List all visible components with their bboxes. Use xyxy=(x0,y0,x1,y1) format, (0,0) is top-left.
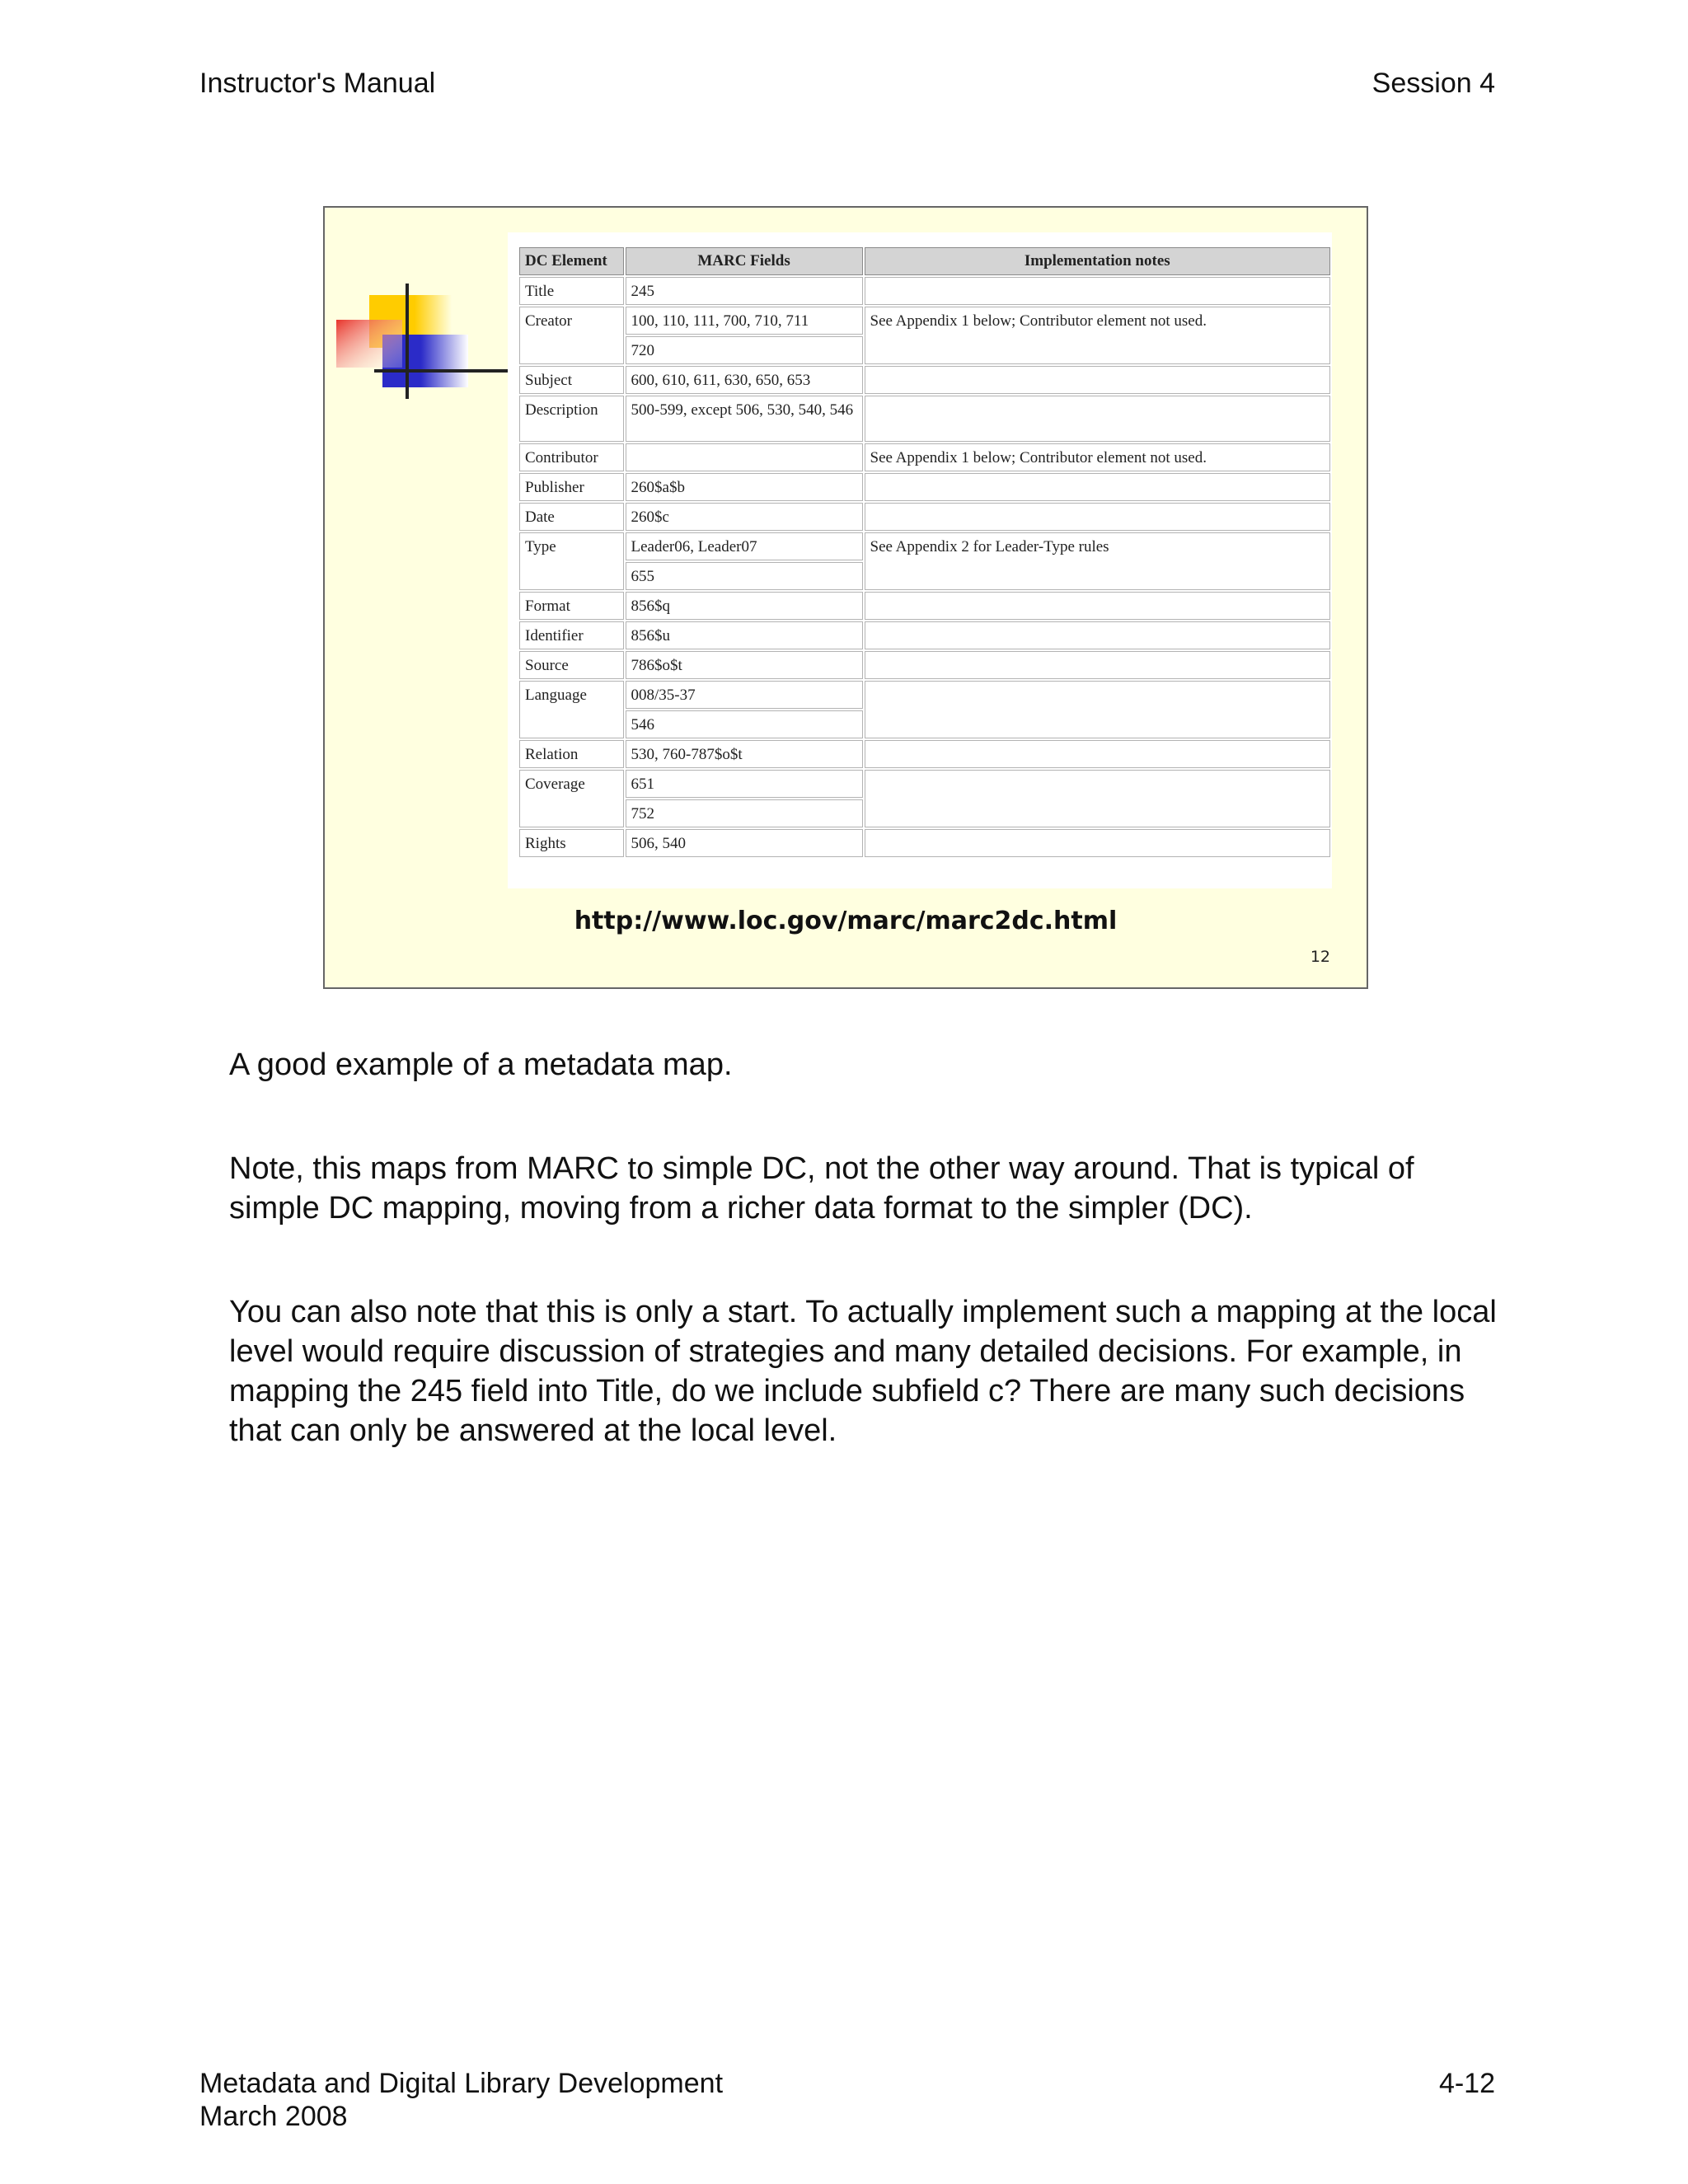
dc-element-cell: Publisher xyxy=(519,473,624,501)
paragraph: A good example of a metadata map. xyxy=(229,1047,733,1082)
marc-fields-cell: 245 xyxy=(626,277,863,305)
table-row xyxy=(519,503,1330,531)
column-header-implementation-notes: Implementation notes xyxy=(865,247,1330,275)
table-row xyxy=(519,592,1330,620)
notes-cell xyxy=(865,277,1330,305)
notes-cell xyxy=(865,473,1330,501)
marc-fields-cell: 008/35-37 xyxy=(626,681,863,709)
notes-cell xyxy=(865,366,1330,394)
slide-image xyxy=(323,206,1368,989)
dc-element-cell: Type xyxy=(519,532,624,590)
dc-element-cell: Format xyxy=(519,592,624,620)
header-session: Session 4 xyxy=(1372,68,1495,99)
footer-date: March 2008 xyxy=(199,2101,348,2132)
notes-cell xyxy=(865,770,1330,827)
notes-cell xyxy=(865,829,1330,857)
table-row xyxy=(519,740,1330,768)
marc-fields-cell: 720 xyxy=(626,336,863,364)
table-row xyxy=(519,396,1330,442)
column-header-marc-fields: MARC Fields xyxy=(626,247,863,275)
table-row xyxy=(519,443,1330,471)
table-row xyxy=(519,532,1330,560)
marc-dc-table-panel xyxy=(508,232,1332,888)
header-manual-title: Instructor's Manual xyxy=(199,68,436,99)
marc-fields-cell: 856$u xyxy=(626,621,863,649)
marc-fields-cell: 260$c xyxy=(626,503,863,531)
table-row xyxy=(519,473,1330,501)
notes-cell xyxy=(865,740,1330,768)
notes-cell xyxy=(865,592,1330,620)
table-header-row xyxy=(519,247,1330,275)
marc-fields-cell: 500-599, except 506, 530, 540, 546 xyxy=(626,396,863,442)
marc-fields-cell: 752 xyxy=(626,799,863,827)
notes-cell: See Appendix 2 for Leader-Type rules xyxy=(865,532,1330,590)
dc-element-cell: Title xyxy=(519,277,624,305)
marc-fields-cell: 260$a$b xyxy=(626,473,863,501)
marc-fields-cell: 546 xyxy=(626,710,863,738)
marc-fields-cell: 506, 540 xyxy=(626,829,863,857)
marc-fields-cell: 600, 610, 611, 630, 650, 653 xyxy=(626,366,863,394)
notes-cell: See Appendix 1 below; Contributor element not used. xyxy=(865,443,1330,471)
dc-element-cell: Subject xyxy=(519,366,624,394)
marc-to-dc-table xyxy=(518,246,1332,859)
marc-fields-cell: 530, 760-787$o$t xyxy=(626,740,863,768)
body-text xyxy=(229,1045,1498,1515)
footer-course-info xyxy=(199,2067,723,2133)
notes-cell xyxy=(865,503,1330,531)
paragraph: You can also note that this is only a start. To actually implement such a mapping at the local level would require discussion of strategies and many detailed decisions. For example, in mapping the 245 field into Title, do we include subfield c? There are many such decisions that can only be answered at the local level. xyxy=(229,1295,1497,1448)
table-row xyxy=(519,651,1330,679)
notes-cell xyxy=(865,396,1330,442)
dc-element-cell: Identifier xyxy=(519,621,624,649)
notes-cell: See Appendix 1 below; Contributor element not used. xyxy=(865,307,1330,364)
marc-fields-cell: 655 xyxy=(626,562,863,590)
slide-source-url: http://www.loc.gov/marc/marc2dc.html xyxy=(574,907,1118,935)
dc-element-cell: Source xyxy=(519,651,624,679)
footer-page-number: 4-12 xyxy=(1438,2068,1495,2099)
marc-fields-cell xyxy=(626,443,863,471)
table-row xyxy=(519,366,1330,394)
dc-element-cell: Contributor xyxy=(519,443,624,471)
table-row xyxy=(519,770,1330,798)
table-row xyxy=(519,277,1330,305)
notes-cell xyxy=(865,621,1330,649)
slide-logo-icon xyxy=(336,284,519,407)
marc-fields-cell: 100, 110, 111, 700, 710, 711 xyxy=(626,307,863,335)
dc-element-cell: Creator xyxy=(519,307,624,364)
notes-cell xyxy=(865,651,1330,679)
table-row xyxy=(519,307,1330,335)
dc-element-cell: Coverage xyxy=(519,770,624,827)
footer-course-title: Metadata and Digital Library Development xyxy=(199,2068,724,2099)
marc-fields-cell: 856$q xyxy=(626,592,863,620)
marc-fields-cell: 651 xyxy=(626,770,863,798)
table-row xyxy=(519,621,1330,649)
dc-element-cell: Date xyxy=(519,503,624,531)
table-row xyxy=(519,829,1330,857)
dc-element-cell: Description xyxy=(519,396,624,442)
paragraph: Note, this maps from MARC to simple DC, not the other way around. That is typical of simple DC mapping, moving from a richer data format to the simpler (DC). xyxy=(229,1151,1414,1226)
dc-element-cell: Rights xyxy=(519,829,624,857)
column-header-dc-element: DC Element xyxy=(519,247,624,275)
notes-cell xyxy=(865,681,1330,738)
dc-element-cell: Relation xyxy=(519,740,624,768)
marc-fields-cell: Leader06, Leader07 xyxy=(626,532,863,560)
dc-element-cell: Language xyxy=(519,681,624,738)
slide-number: 12 xyxy=(1310,948,1330,966)
marc-fields-cell: 786$o$t xyxy=(626,651,863,679)
table-row xyxy=(519,681,1330,709)
